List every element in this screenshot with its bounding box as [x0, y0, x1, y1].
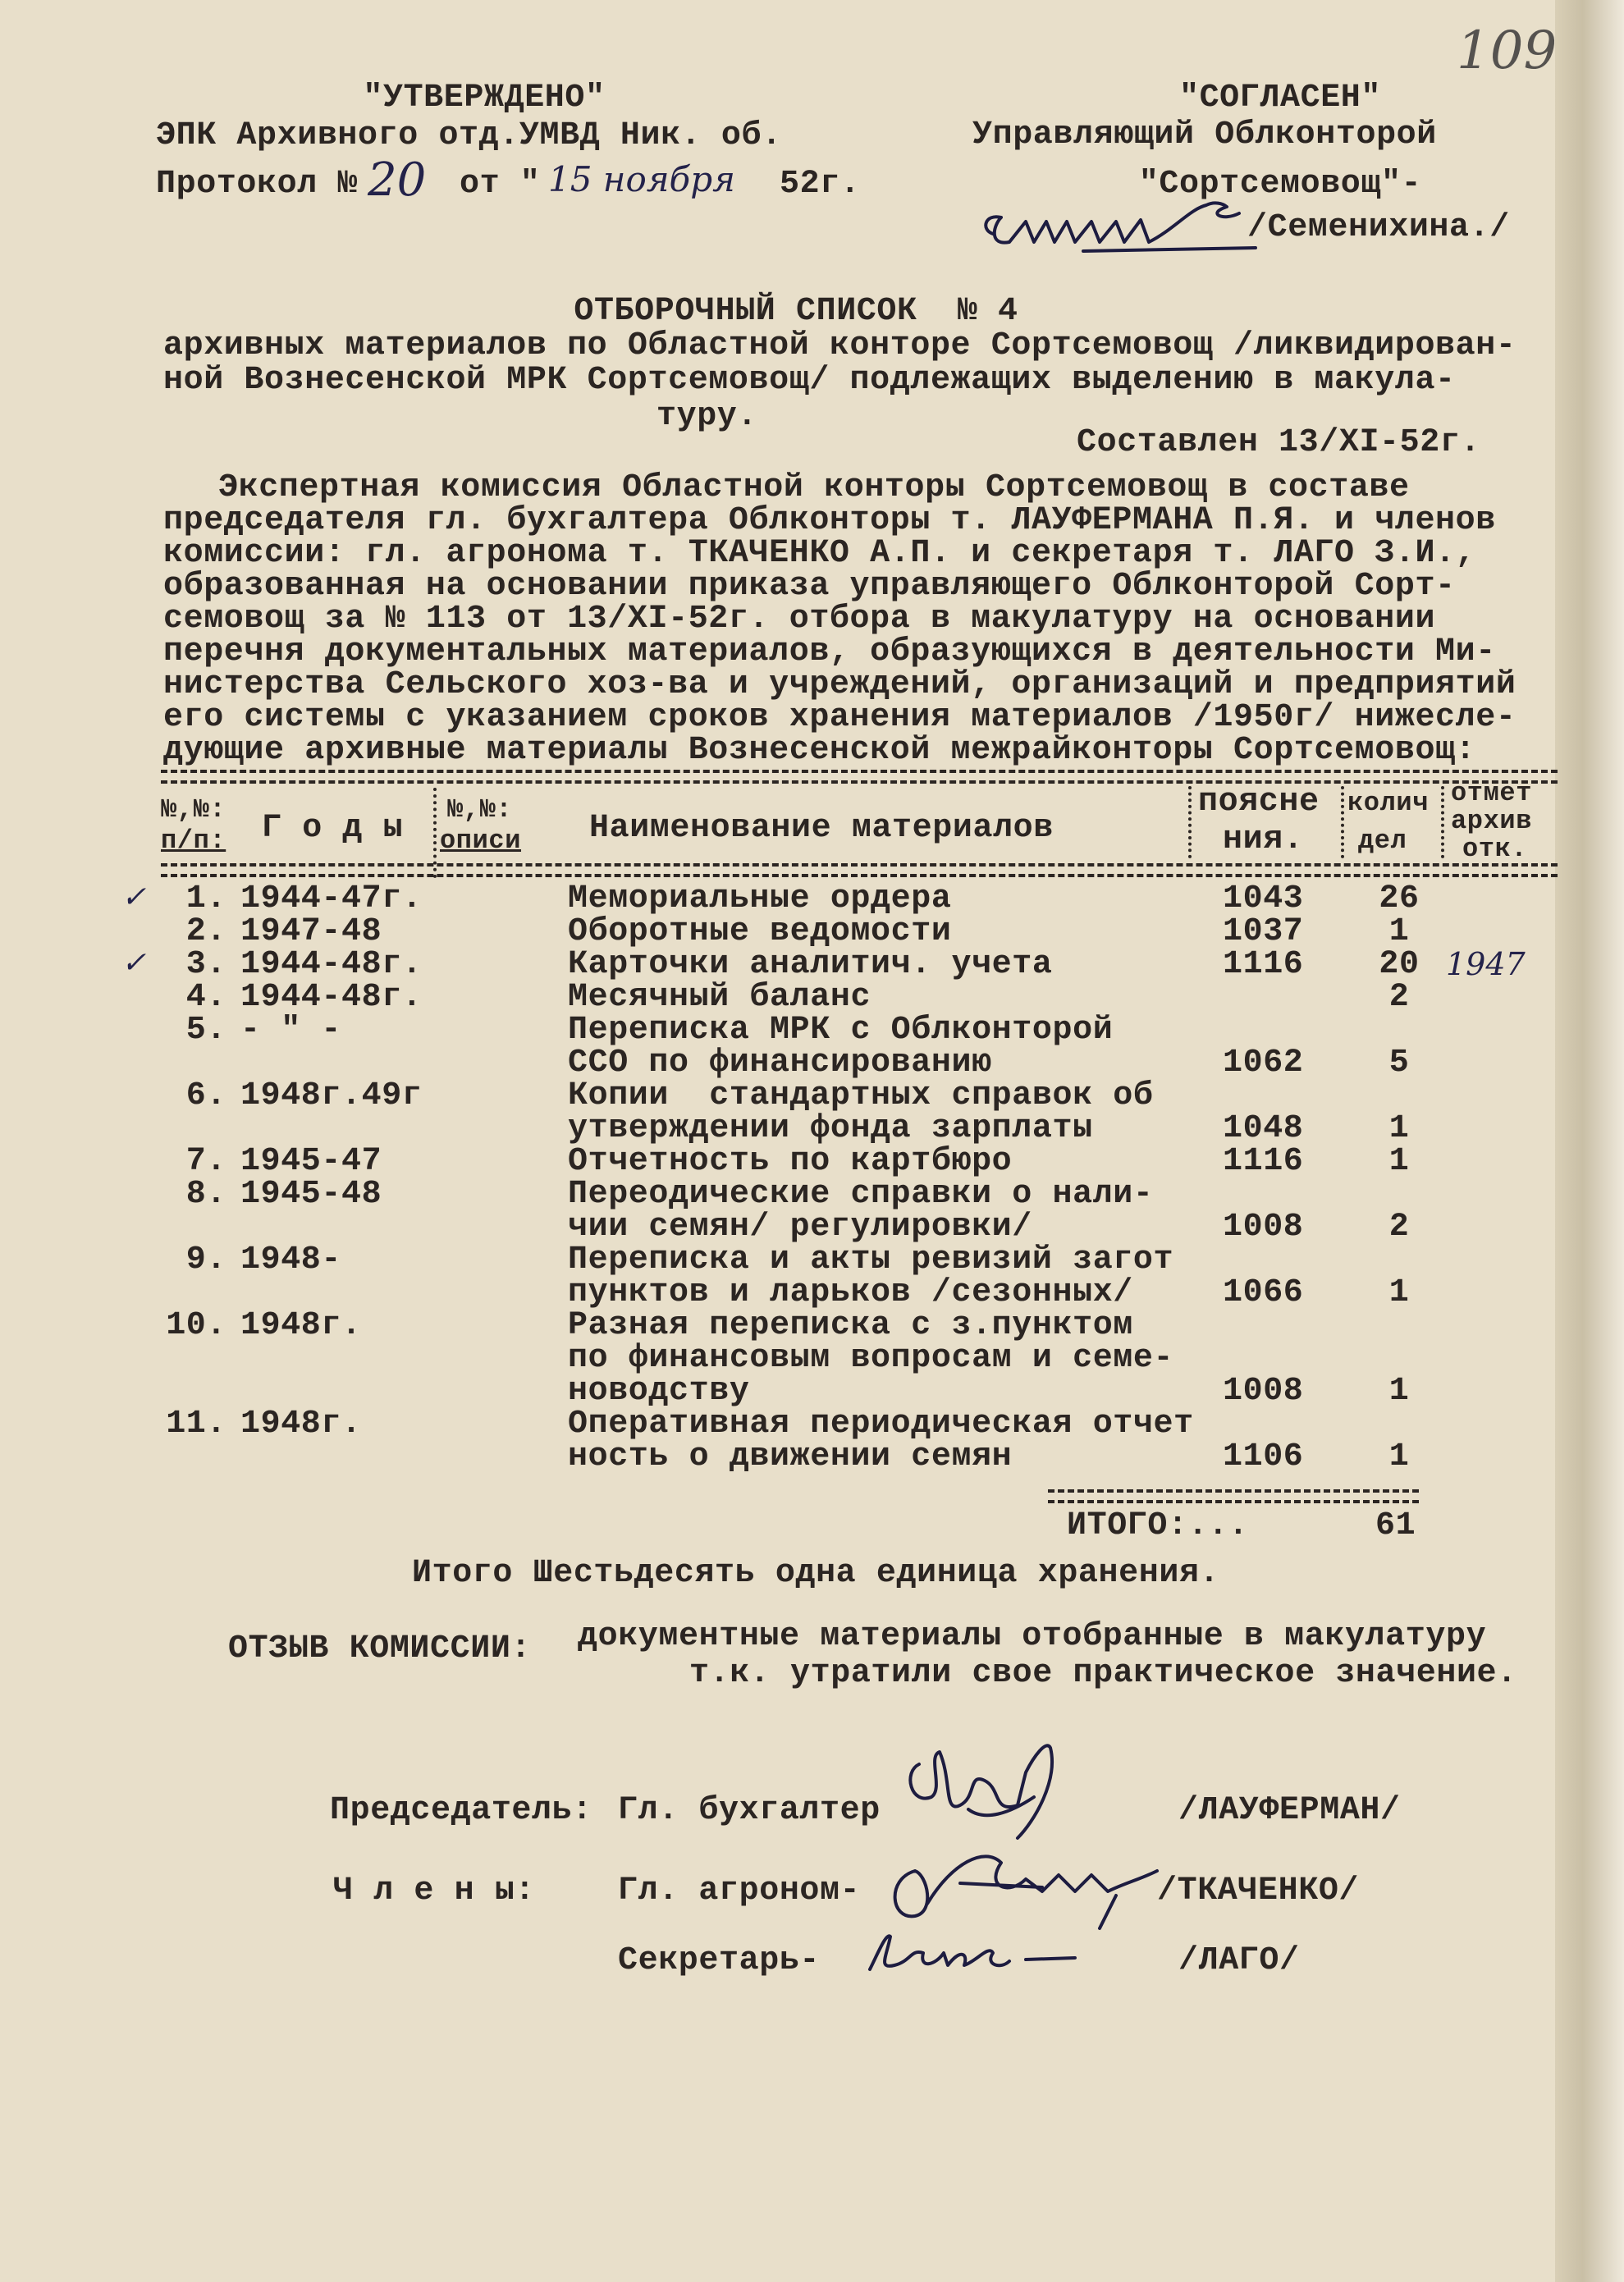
review-line: документные материалы отобранные в макулатуру: [578, 1618, 1487, 1655]
approved-from-label: от ": [460, 166, 541, 203]
row-description: Месячный баланс: [568, 979, 871, 1016]
signature-semenikhina: [977, 197, 1272, 263]
row-count: 1: [1388, 1438, 1410, 1475]
row-years: 1945-47: [240, 1143, 382, 1180]
signature-name: /ЛАУФЕРМАН/: [1178, 1792, 1401, 1829]
approved-title: "УТВЕРЖДЕНО": [363, 80, 606, 117]
row-description: Переписка МРК с Облконторой: [568, 1012, 1114, 1049]
header-notes: поясне: [1198, 784, 1320, 821]
row-years: 1948г.: [240, 1406, 362, 1443]
row-notes-code: 1062: [1223, 1045, 1304, 1082]
paper-edge: [1555, 0, 1624, 2282]
approved-line: ЭПК Архивного отд.УМВД Ник. об.: [156, 117, 782, 154]
body-line: семовощ за № 113 от 13/XI-52г. отбора в макулатуру на основании: [163, 601, 1436, 638]
header-inventory: №,№:: [447, 794, 513, 825]
protocol-number: 20: [368, 153, 427, 207]
body-line: его системы с указанием сроков хранения материалов /1950г/ нижесле-: [163, 699, 1516, 736]
row-notes-code: 1037: [1223, 913, 1304, 950]
column-separator: [1441, 786, 1444, 858]
header-count: колич: [1347, 788, 1430, 818]
row-number: 4.: [185, 979, 226, 1016]
signature-role: Ч л е н ы:: [333, 1873, 536, 1909]
document-title: ОТБОРОЧНЫЙ СПИСОК № 4: [574, 293, 1018, 330]
row-count: 5: [1388, 1045, 1410, 1082]
row-notes-code: 1008: [1223, 1373, 1304, 1410]
row-description: Копии стандартных справок об: [568, 1077, 1154, 1114]
subtitle-line: архивных материалов по Областной конторе Сортсемовощ /ликвидирован-: [163, 327, 1516, 364]
row-count: 1: [1388, 1143, 1410, 1180]
total-in-words: Итого Шестьдесять одна единица хранения.: [412, 1555, 1220, 1592]
row-count: 2: [1388, 979, 1410, 1016]
table-header-rule: [161, 863, 1558, 877]
row-count: 1: [1388, 1373, 1410, 1410]
row-number: 8.: [185, 1176, 226, 1213]
row-years: 1948г.49г: [240, 1077, 423, 1114]
signature-title: Гл. бухгалтер: [618, 1792, 881, 1829]
compiled-date: Составлен 13/XI-52г.: [1077, 424, 1481, 461]
body-line: дующие архивные материалы Вознесенской межрайконторы Сортсемовощ:: [163, 732, 1476, 769]
checkmark-icon: ✓: [121, 880, 147, 914]
row-years: 1945-48: [240, 1176, 382, 1213]
row-count: 2: [1388, 1209, 1410, 1246]
header-notes: ния.: [1223, 821, 1304, 858]
header-name: Наименование материалов: [589, 810, 1054, 847]
row-description: утверждении фонда зарплаты: [568, 1110, 1093, 1147]
row-number: 7.: [185, 1143, 226, 1180]
row-notes-code: 1008: [1223, 1209, 1304, 1246]
signature-name: /ТКАЧЕНКО/: [1157, 1873, 1360, 1909]
header-years: Г о д ы: [262, 810, 404, 847]
archive-page-number: 109: [1457, 21, 1558, 81]
row-notes-code: 1116: [1223, 1143, 1304, 1180]
agreed-signature-name: /Семенихина./: [1247, 209, 1510, 246]
agreed-title: "СОГЛАСЕН": [1178, 80, 1382, 117]
header-archive-mark: отмет: [1451, 778, 1533, 808]
body-line: нистерства Сельского хоз-ва и учреждений, организаций и предприятий: [163, 666, 1516, 703]
body-line: председателя гл. бухгалтера Облконторы т. ЛАУФЕРМАНА П.Я. и членов: [163, 502, 1496, 539]
row-years: 1947-48: [240, 913, 382, 950]
signature-lago: [853, 1920, 1100, 1986]
row-count: 20: [1379, 946, 1420, 983]
body-line: перечня документальных материалов, образующихся в деятельности Ми-: [163, 633, 1496, 670]
row-count: 1: [1388, 913, 1410, 950]
total-label: ИТОГО:...: [1067, 1507, 1249, 1544]
row-number: 5.: [185, 1012, 226, 1049]
row-description: Отчетность по картбюро: [568, 1143, 1013, 1180]
row-years: 1944-48г.: [240, 946, 423, 983]
header-archive-mark: архив: [1451, 806, 1533, 836]
row-years: 1948г.: [240, 1307, 362, 1344]
protocol-date: 15 ноября: [548, 159, 735, 199]
row-notes-code: 1048: [1223, 1110, 1304, 1147]
row-number: 3.: [185, 946, 226, 983]
subtitle-line: ной Вознесенской МРК Сортсемовощ/ подлежащих выделению в макула-: [163, 362, 1456, 399]
signature-role: Председатель:: [330, 1792, 592, 1829]
row-archive-mark: 1947: [1446, 946, 1526, 982]
row-description: по финансовым вопросам и семе-: [568, 1340, 1174, 1377]
total-value: 61: [1375, 1507, 1416, 1544]
signature-title: Секретарь-: [618, 1942, 821, 1979]
column-separator: [1341, 786, 1344, 858]
header-count: дел: [1358, 825, 1407, 856]
review-line: т.к. утратили свое практическое значение.: [689, 1655, 1517, 1692]
agreed-line1: Управляющий Облконторой: [972, 117, 1437, 153]
row-description: Оперативная периодическая отчет: [568, 1406, 1194, 1443]
row-count: 26: [1379, 880, 1420, 917]
row-description: Переодические справки о нали-: [568, 1176, 1154, 1213]
row-description: пунктов и ларьков /сезонных/: [568, 1274, 1133, 1311]
column-separator: [433, 788, 437, 878]
row-description: Карточки аналитич. учета: [568, 946, 1053, 983]
row-notes-code: 1116: [1223, 946, 1304, 983]
total-rule: [1048, 1489, 1419, 1503]
approved-protocol-label: Протокол №: [156, 166, 359, 203]
agreed-line2: "Сортсемовощ"-: [1138, 166, 1422, 203]
header-num: п/п:: [161, 825, 226, 856]
signature-tkachenko: [878, 1838, 1173, 1928]
row-notes-code: 1043: [1223, 880, 1304, 917]
subtitle-line: туру.: [656, 398, 758, 435]
body-line: Экспертная комиссия Областной конторы Сортсемовощ в составе: [218, 469, 1410, 506]
row-number: 11.: [166, 1406, 226, 1443]
row-years: 1944-47г.: [240, 880, 423, 917]
row-description: ССО по финансированию: [568, 1045, 992, 1082]
row-number: 9.: [185, 1242, 226, 1278]
row-count: 1: [1388, 1110, 1410, 1147]
row-description: Разная переписка с з.пунктом: [568, 1307, 1133, 1344]
row-notes-code: 1066: [1223, 1274, 1304, 1311]
review-label: ОТЗЫВ КОМИССИИ:: [228, 1630, 532, 1667]
row-description: ность о движении семян: [568, 1438, 1013, 1475]
row-description: Мемориальные ордера: [568, 880, 952, 917]
row-description: Переписка и акты ревизий загот: [568, 1242, 1174, 1278]
signature-title: Гл. агроном-: [618, 1873, 861, 1909]
signature-laufferman: [894, 1731, 1100, 1854]
row-description: чии семян/ регулировки/: [568, 1209, 1032, 1246]
body-line: комиссии: гл. агронома т. ТКАЧЕНКО А.П. и секретаря т. ЛАГО З.И.,: [163, 535, 1476, 572]
approved-year: 52г.: [780, 166, 861, 203]
row-number: 6.: [185, 1077, 226, 1114]
header-inventory: описи: [440, 825, 522, 856]
column-separator: [1188, 786, 1192, 858]
row-years: - " -: [240, 1012, 342, 1049]
table-top-rule: [161, 770, 1558, 784]
row-count: 1: [1388, 1274, 1410, 1311]
body-line: образованная на основании приказа управляющего Облконторой Сорт-: [163, 568, 1456, 605]
row-description: Оборотные ведомости: [568, 913, 952, 950]
checkmark-icon: ✓: [121, 946, 147, 980]
row-years: 1944-48г.: [240, 979, 423, 1016]
row-number: 10.: [166, 1307, 226, 1344]
row-number: 1.: [185, 880, 226, 917]
row-notes-code: 1106: [1223, 1438, 1304, 1475]
header-num: №,№:: [161, 794, 226, 825]
header-archive-mark: отк.: [1462, 834, 1528, 864]
row-number: 2.: [185, 913, 226, 950]
signature-name: /ЛАГО/: [1178, 1942, 1300, 1979]
row-description: новодству: [568, 1373, 750, 1410]
row-years: 1948-: [240, 1242, 342, 1278]
